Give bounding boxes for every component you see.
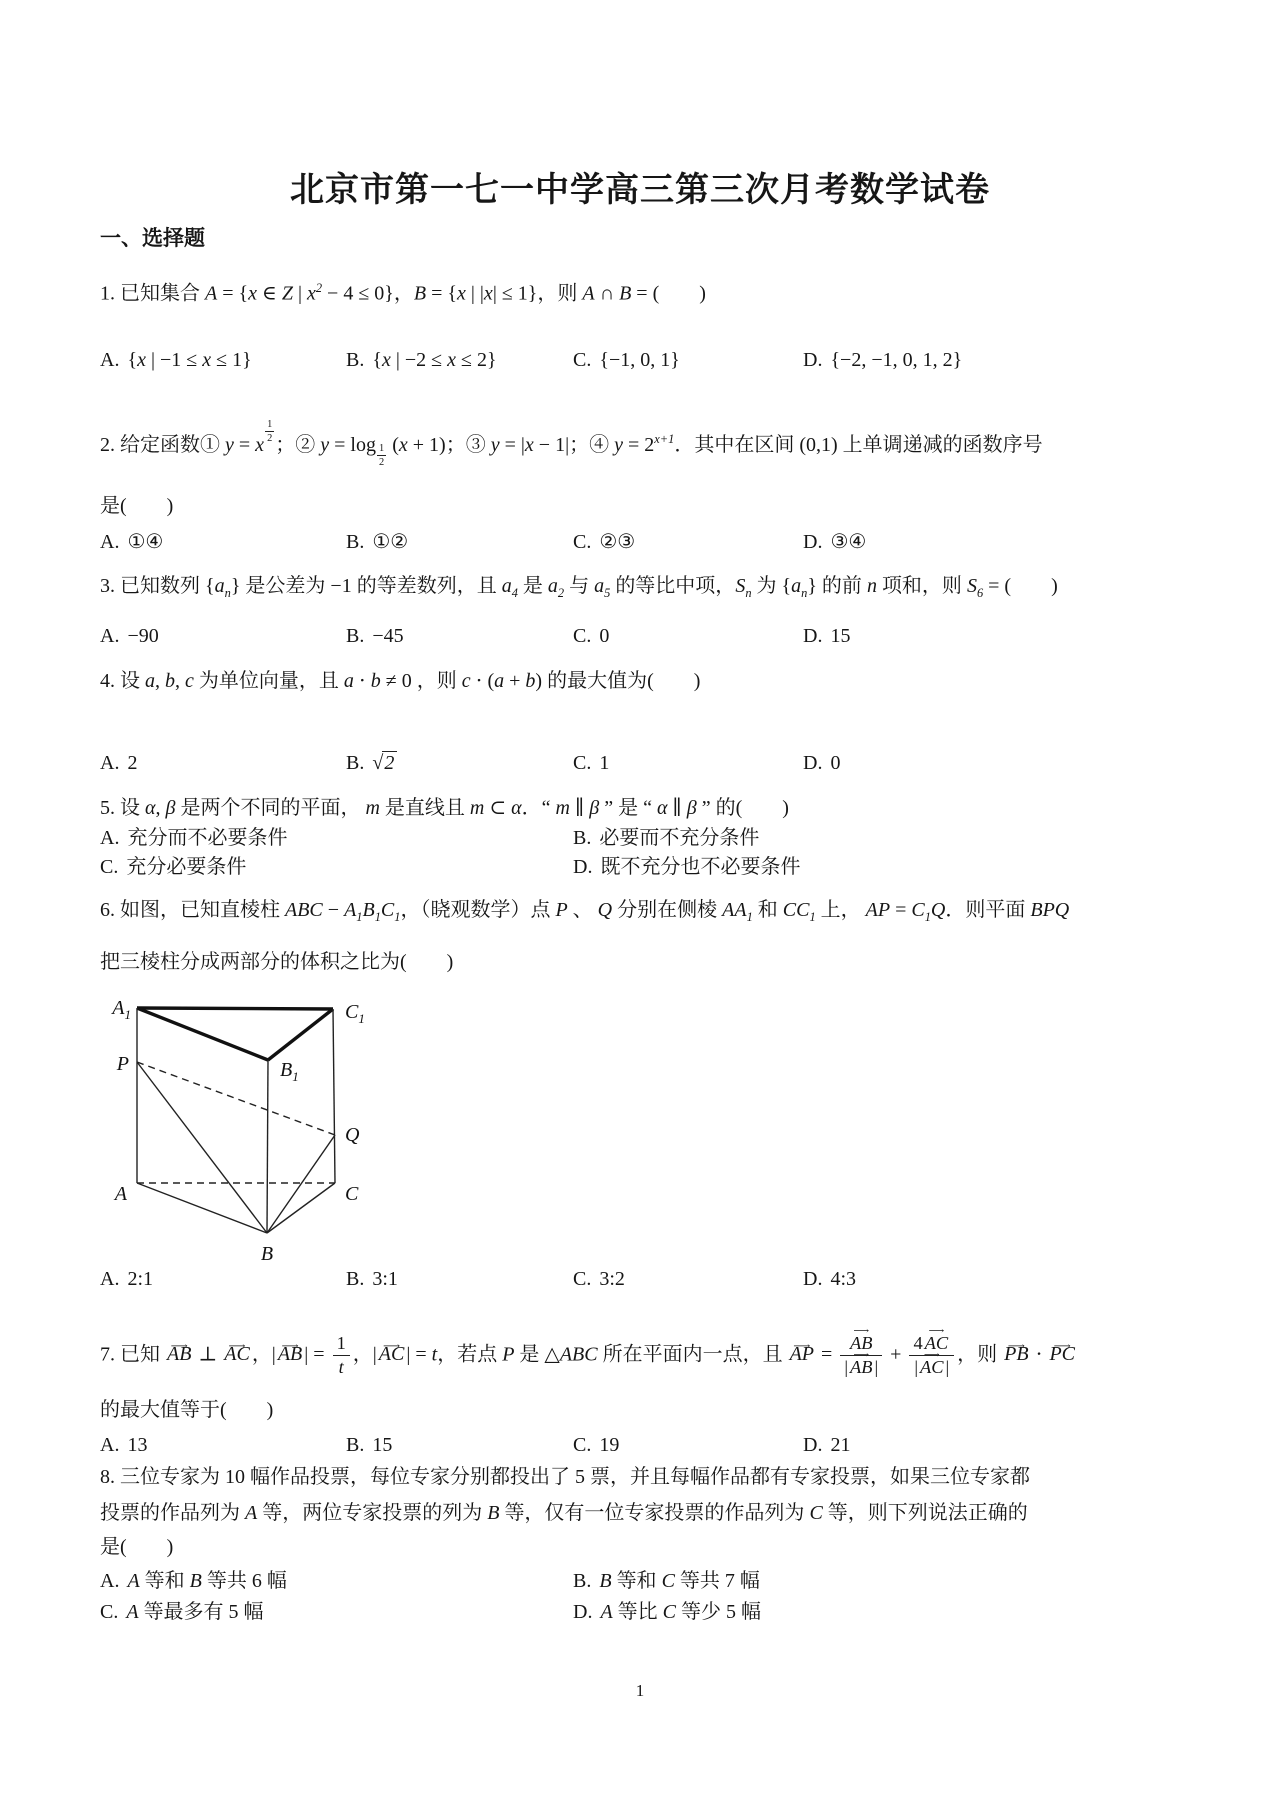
edge-B-C (267, 1183, 335, 1233)
question-6-stem: 把三棱柱分成两部分的体积之比为( ) (100, 951, 454, 973)
page-number: 1 (635, 1681, 645, 1700)
option-label: C. (100, 1601, 119, 1623)
question-4-option-A: A. 2 (100, 752, 138, 774)
edge-P-Q (137, 1062, 335, 1135)
vector-AP: ⟶ AP (790, 1339, 814, 1369)
question-2-stem: 是( ) (100, 495, 174, 517)
question-5-option-C: C. 充分必要条件 (100, 856, 247, 878)
question-8-options (100, 1597, 1184, 1627)
question-5-options (100, 852, 1184, 882)
question-3-option-A: A. −90 (100, 625, 159, 647)
option-label: D. (803, 1268, 823, 1290)
vector-PC: ⟶ PC (1049, 1339, 1075, 1369)
question-7-options (100, 1430, 1184, 1460)
vector-AB: ⟶ AB (278, 1339, 302, 1369)
vector-PB: ⟶ PB (1004, 1339, 1028, 1369)
option-label: B. (346, 1268, 365, 1290)
option-label: D. (803, 1434, 823, 1456)
question-3-option-D: D. 15 (803, 625, 851, 647)
question-4-stem: 4. 设 a, b, c 为单位向量，且 a ⋅ b ≠ 0 ，则 c ⋅ (a + b) 的最大值为( ) (100, 670, 701, 692)
question-2-option-A: A. ①④ (100, 531, 164, 553)
option-label: C. (573, 531, 592, 553)
option-label: A. (100, 1570, 120, 1592)
question-8-stem: 投票的作品列为 A 等，两位专家投票的列为 B 等，仅有一位专家投票的作品列为 C 等，则下列说法正确的 (100, 1502, 1028, 1524)
edge-A1-B1 (137, 1008, 268, 1060)
vertex-label-C: C (345, 1183, 359, 1205)
question-8-stem: 8. 三位专家为 10 幅作品投票，每位专家分别都投出了 5 票，并且每幅作品都有专家投票，如果三位专家都 (100, 1466, 1030, 1488)
edge-A1-C1 (137, 1008, 333, 1009)
vertex-label-B: B (260, 1243, 274, 1265)
option-label: D. (803, 531, 823, 553)
option-label: C. (100, 856, 119, 878)
option-label: A. (100, 752, 120, 774)
question-1-option-B: B. {x | −2 ≤ x ≤ 2} (346, 349, 497, 371)
question-2-option-D: D. ③④ (803, 531, 867, 553)
question-3-option-C: C. 0 (573, 625, 610, 647)
question-5-option-B: B. 必要而不充分条件 (573, 827, 760, 849)
question-1-option-D: D. {−2, −1, 0, 1, 2} (803, 349, 963, 371)
question-7-stem: 的最大值等于( ) (100, 1399, 274, 1421)
option-label: A. (100, 1268, 120, 1290)
option-label: A. (100, 625, 120, 647)
option-label: B. (346, 1434, 365, 1456)
question-7-option-D: D. 21 (803, 1434, 851, 1456)
option-label: D. (803, 752, 823, 774)
question-5-stem: 5. 设 α, β 是两个不同的平面， m 是直线且 m ⊂ α．“ m ∥ β ” 是 “ α ∥ β ” 的( ) (100, 797, 789, 819)
question-1-options (100, 345, 1184, 375)
question-8-option-D: D. A 等比 C 等少 5 幅 (573, 1601, 762, 1623)
question-8-option-C: C. A 等最多有 5 幅 (100, 1601, 264, 1623)
question-7-option-A: A. 13 (100, 1434, 148, 1456)
question-7-option-B: B. 15 (346, 1434, 393, 1456)
option-label: B. (346, 349, 365, 371)
vertex-label-B1: $B_1$ (280, 1059, 299, 1084)
option-label: C. (573, 349, 592, 371)
question-5-option-D: D. 既不充分也不必要条件 (573, 856, 801, 878)
option-label: C. (573, 625, 592, 647)
vertex-label-P: P (116, 1053, 129, 1075)
question-5-options (100, 823, 1184, 853)
option-label: D. (573, 856, 593, 878)
vertex-label-Q: Q (345, 1124, 360, 1146)
edge-B-Q (267, 1135, 335, 1233)
vector-AB: ⟶ AB (167, 1339, 191, 1369)
question-2-options (100, 527, 1184, 557)
option-label: B. (346, 531, 365, 553)
question-8-stem: 是( ) (100, 1536, 174, 1558)
question-8-options (100, 1566, 1184, 1596)
prism-figure (95, 988, 407, 1280)
question-3-options (100, 621, 1184, 651)
option-label: B. (346, 752, 365, 774)
question-6-option-A: A. 2:1 (100, 1268, 154, 1290)
option-label: B. (573, 1570, 592, 1592)
vertex-label-A1: $A_1$ (112, 997, 131, 1022)
question-3-stem: 3. 已知数列 $\{a_n\}$ 是公差为 −1 的等差数列，且 $a_4$ 是 $a_2$ 与 $a_5$ 的等比中项，$S_n$ 为 $\{a_n\}$ 的前 n 项和，则 $S_6$ = ( ) (100, 575, 1058, 600)
question-6-option-C: C. 3:2 (573, 1268, 625, 1290)
question-6-stem: 6. 如图，已知直棱柱 ABC − $A_1B_1C_1$，（晓观数学）点 P 、 Q 分别在侧棱 $AA_1$ 和 $CC_1$ 上， AP = $C_1Q$．则平面 BPQ (100, 899, 1070, 924)
edge-B1-C1 (268, 1009, 333, 1060)
option-label: A. (100, 531, 120, 553)
option-label: A. (100, 827, 120, 849)
question-5-option-A: A. 充分而不必要条件 (100, 827, 288, 849)
question-6-option-B: B. 3:1 (346, 1268, 398, 1290)
question-4-options (100, 748, 1184, 778)
edge-B1-B (267, 1060, 268, 1233)
section-heading: 一、选择题 (100, 226, 205, 250)
vector-AC: ⟶ AC (920, 1357, 944, 1378)
vertex-label-A: A (114, 1183, 127, 1205)
edge-C1-C (333, 1009, 335, 1183)
option-label: D. (573, 1601, 593, 1623)
question-1-option-C: C. {−1, 0, 1} (573, 349, 680, 371)
question-7-option-C: C. 19 (573, 1434, 620, 1456)
question-1-option-A: A. {x | −1 ≤ x ≤ 1} (100, 349, 252, 371)
option-label: C. (573, 752, 592, 774)
option-label: B. (346, 625, 365, 647)
question-4-option-B: B. √2 (346, 748, 397, 778)
option-label: C. (573, 1268, 592, 1290)
question-4-option-C: C. 1 (573, 752, 610, 774)
option-label: A. (100, 349, 120, 371)
option-label: B. (573, 827, 592, 849)
vector-AC: ⟶ AC (224, 1339, 250, 1369)
question-1-stem: 1. 已知集合 A = {x ∈ Z | $x^2 - 4 \le 0$}，B = {x | |x| ≤ 1}，则 A ∩ B = ( ) (100, 281, 706, 305)
question-8-option-A: A. A 等和 B 等共 6 幅 (100, 1570, 287, 1592)
question-7-stem: 7. 已知 ⟶ AB ⊥ ⟶ AC ，| ⟶ AB | = $\frac{1}{t}$ ，| ⟶ AC | = t，若点 P 是 △ABC 所在平面内一点，且 ⟶ AP = ⟶ $\frac{AB}{| ⟶ AB |}$ + $\frac{4 ⟶ AC}{| ⟶ AC |}$ ，则 ⟶ PB ⋅ ⟶ PC (100, 1333, 1184, 1363)
question-4-option-D: D. 0 (803, 752, 841, 774)
vector-AC: ⟶ AC (379, 1339, 405, 1369)
option-label: A. (100, 1434, 120, 1456)
option-label: C. (573, 1434, 592, 1456)
question-2-option-C: C. ②③ (573, 531, 636, 553)
option-label: D. (803, 349, 823, 371)
option-label: D. (803, 625, 823, 647)
vertex-label-C1: $C_1$ (345, 1001, 365, 1026)
question-2-option-B: B. ①② (346, 531, 409, 553)
question-8-option-B: B. B 等和 C 等共 7 幅 (573, 1570, 760, 1592)
vector-AB: ⟶ AB (850, 1333, 872, 1354)
question-6-option-D: D. 4:3 (803, 1268, 857, 1290)
question-2-stem: 2. 给定函数① y = x $\frac{1}{2}$ ；② y = log $\frac{1}{2}$ (x + 1)；③ y = |x − 1|；④ $y = 2^{x+1}$．其中在区间 (0,1) 上单调递减的函数序号 (100, 419, 1043, 469)
vector-AC: ⟶ AC (925, 1333, 949, 1354)
question-3-option-B: B. −45 (346, 625, 404, 647)
vector-AB: ⟶ AB (850, 1357, 872, 1378)
exam-title: 北京市第一七一中学高三第三次月考数学试卷 (290, 172, 990, 209)
